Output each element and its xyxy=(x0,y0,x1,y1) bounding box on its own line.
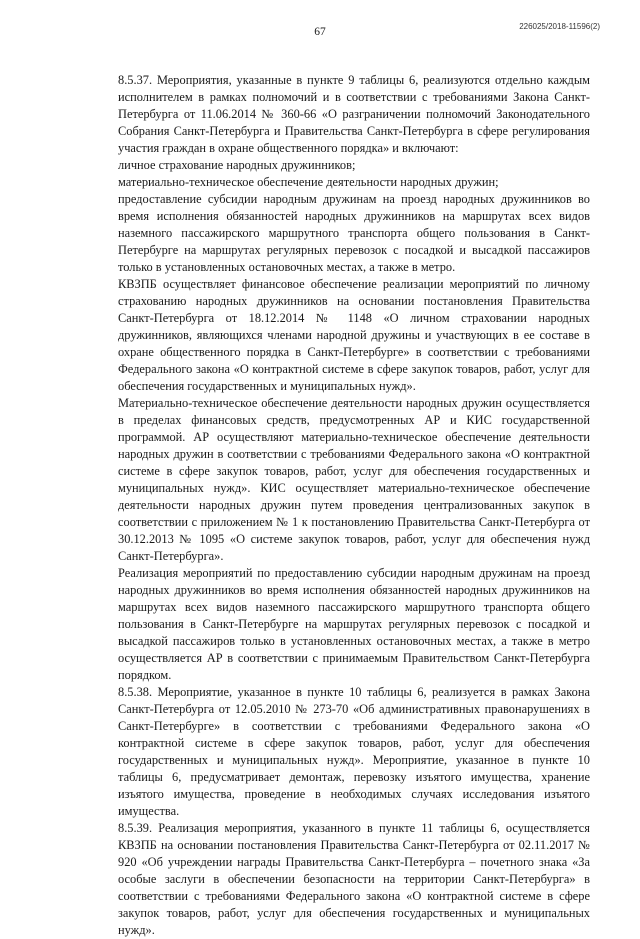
paragraph-8-5-38: 8.5.38. Мероприятие, указанное в пункте 10 таблицы 6, реализуется в рамках Закона Санкт-Петербурга от 12.05.2010 № 273-70 «Об административных правонарушениях в Санкт-Петербурге» в соответствии с требованиями Федерального закона «О контрактной системе в сфере закупок товаров, работ, услуг для обеспечения государственных и муниципальных нужд». Мероприятие, указанное в пункте 10 таблицы 6, предусматривает демонтаж, перевозку изъятого имущества, хранение изъятого имущества, проведение в необходимых случаях исследования изъятого имущества. xyxy=(118,685,590,818)
list-item-travel-subsidy: предоставление субсидии народным дружинам на проезд народных дружинников во время исполнения обязанностей народных дружинников на маршрутах всех видов наземного пассажирского маршрутного транспорта общего пользования в Санкт-Петербурге на маршрутах регулярных перевозок с посадкой и высадкой пассажиров только в установленных остановочных местах, а также в метро. xyxy=(118,192,590,274)
paragraph-8-5-39: 8.5.39. Реализация мероприятия, указанного в пункте 11 таблицы 6, осуществляется КВЗПБ на основании постановления Правительства Санкт-Петербурга от 02.11.2017 № 920 «Об учреждении награды Правительства Санкт-Петербурга – почетного знака «За особые заслуги в обеспечении безопасности на территории Санкт-Петербурга» в соответствии с требованиями Федерального закона «О контрактной системе в сфере закупок товаров, работ, услуг для обеспечения государственных и муниципальных нужд». xyxy=(118,821,590,937)
list-item-material-support: материально-техническое обеспечение деятельности народных дружин; xyxy=(118,175,499,189)
list-item-insurance: личное страхование народных дружинников; xyxy=(118,158,356,172)
document-body xyxy=(118,72,590,939)
paragraph-8-5-37: 8.5.37. Мероприятия, указанные в пункте 9 таблицы 6, реализуются отдельно каждым исполнителем в рамках полномочий и в соответствии с требованиями Закона Санкт-Петербурга от 11.06.2014 № 360-66 «О разграничении полномочий Законодательного Собрания Санкт-Петербурга и Правительства Санкт-Петербурга в сфере регулирования участия граждан в охране общественного порядка» и включают: xyxy=(118,73,590,155)
page-number: 67 xyxy=(314,26,326,38)
paragraph-material-support: Материально-техническое обеспечение деятельности народных дружин осуществляется в пределах финансовых средств, предусмотренных АР и КИС государственной программой. АР осуществляют материально-техническое обеспечение деятельности народных дружин в соответствии с требованиями Федерального закона «О контрактной системе в сфере закупок товаров, работ, услуг для обеспечения государственных и муниципальных нужд». КИС осуществляет материально-техническое обеспечение деятельности народных дружин путем проведения централизованных закупок в соответствии с приложением № 1 к постановлению Правительства Санкт-Петербурга от 30.12.2013 № 1095 «О системе закупок товаров, работ, услуг для обеспечения нужд Санкт-Петербурга». xyxy=(118,396,590,563)
paragraph-subsidy-implementation: Реализация мероприятий по предоставлению субсидии народным дружинам на проезд народных дружинников во время исполнения обязанностей народных дружинников на маршрутах всех видов наземного пассажирского маршрутного транспорта общего пользования в Санкт-Петербурге на маршрутах регулярных перевозок с посадкой и высадкой пассажиров только в установленных остановочных местах, а также в метро осуществляется АР в соответствии с принимаемым Правительством Санкт-Петербурга порядком. xyxy=(118,566,590,682)
paragraph-insurance-funding: КВЗПБ осуществляет финансовое обеспечение реализации мероприятий по личному страхованию народных дружинников на основании постановления Правительства Санкт-Петербурга от 18.12.2014 № 1148 «О личном страховании народных дружинников, являющихся членами народной дружины и участвующих в ее составе в охране общественного порядка в Санкт-Петербурге» в соответствии с требованиями Федерального закона «О контрактной системе в сфере закупок товаров, работ, услуг для обеспечения государственных и муниципальных нужд». xyxy=(118,277,590,393)
document-id: 226025/2018-11596(2) xyxy=(519,22,600,31)
